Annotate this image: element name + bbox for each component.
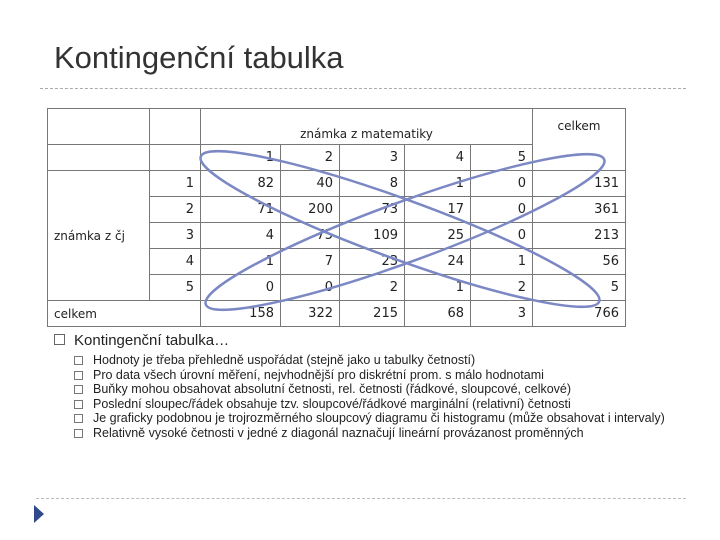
column-total: 322 bbox=[281, 301, 340, 327]
column-label: 1 bbox=[201, 145, 281, 171]
column-label: 3 bbox=[340, 145, 405, 171]
row-label: 3 bbox=[150, 223, 201, 249]
table-cell: 24 bbox=[405, 249, 471, 275]
table-cell: 1 bbox=[201, 249, 281, 275]
corner-cell bbox=[150, 109, 201, 145]
row-total: 213 bbox=[533, 223, 626, 249]
row-axis-label: známka z čj bbox=[48, 171, 150, 301]
list-item bbox=[74, 353, 694, 368]
row-total: 56 bbox=[533, 249, 626, 275]
table-cell: 0 bbox=[281, 275, 340, 301]
column-total: 68 bbox=[405, 301, 471, 327]
table-cell: 0 bbox=[471, 197, 533, 223]
column-total: 158 bbox=[201, 301, 281, 327]
list-item bbox=[74, 411, 694, 426]
row-total: 131 bbox=[533, 171, 626, 197]
column-label: 2 bbox=[281, 145, 340, 171]
total-column-label: celkem bbox=[557, 119, 601, 133]
table-cell: 2 bbox=[340, 275, 405, 301]
list-item bbox=[74, 397, 694, 412]
corner-cell bbox=[48, 145, 150, 171]
list-item-text: Pro data všech úrovní měření, nejvhodnější pro diskrétní prom. s málo hodnotami bbox=[93, 367, 544, 382]
triangle-marker-icon bbox=[34, 505, 44, 523]
table-cell: 109 bbox=[340, 223, 405, 249]
row-total: 5 bbox=[533, 275, 626, 301]
corner-cell bbox=[48, 109, 150, 145]
list-item-text: Relativně vysoké četnosti v jedné z diagonál naznačují lineární provázanost proměnných bbox=[93, 425, 584, 440]
square-bullet-icon bbox=[74, 356, 83, 365]
bullet-main-text: Kontingenční tabulka… bbox=[74, 332, 230, 349]
page-title: Kontingenční tabulka bbox=[54, 40, 344, 75]
divider-bottom bbox=[36, 498, 686, 499]
table-cell: 1 bbox=[405, 275, 471, 301]
table-cell: 1 bbox=[405, 171, 471, 197]
divider-top bbox=[40, 88, 686, 89]
column-total: 215 bbox=[340, 301, 405, 327]
bullet-main-item bbox=[54, 332, 694, 349]
table-cell: 0 bbox=[471, 223, 533, 249]
column-total: 3 bbox=[471, 301, 533, 327]
list-item-text: Je graficky podobnou je trojrozměrného sloupcový diagramu či histogramu (může obsahovat i intervaly) bbox=[93, 411, 665, 425]
corner-cell bbox=[150, 145, 201, 171]
column-axis-header bbox=[201, 109, 533, 145]
table-cell: 71 bbox=[201, 197, 281, 223]
square-bullet-icon bbox=[74, 371, 83, 380]
total-column-header bbox=[533, 109, 626, 171]
table-cell: 75 bbox=[281, 223, 340, 249]
list-item bbox=[74, 426, 694, 441]
table-cell: 0 bbox=[201, 275, 281, 301]
bullet-list bbox=[54, 332, 694, 440]
table-cell: 4 bbox=[201, 223, 281, 249]
table-row bbox=[48, 171, 626, 197]
square-bullet-icon bbox=[54, 334, 65, 345]
table-cell: 40 bbox=[281, 171, 340, 197]
list-item bbox=[74, 368, 694, 383]
list-item bbox=[74, 382, 694, 397]
column-axis-label: známka z matematiky bbox=[300, 127, 433, 141]
column-label: 4 bbox=[405, 145, 471, 171]
sub-bullet-list bbox=[54, 353, 694, 440]
list-item-text: Buňky mohou obsahovat absolutní četnosti, rel. četnosti (řádkové, sloupcové, celkové) bbox=[93, 382, 572, 396]
contingency-table bbox=[47, 108, 626, 327]
table-cell: 17 bbox=[405, 197, 471, 223]
table-cell: 2 bbox=[471, 275, 533, 301]
list-item-text: Hodnoty je třeba přehledně uspořádat (stejně jako u tabulky četností) bbox=[93, 353, 476, 367]
table-cell: 23 bbox=[340, 249, 405, 275]
square-bullet-icon bbox=[74, 400, 83, 409]
square-bullet-icon bbox=[74, 385, 83, 394]
square-bullet-icon bbox=[74, 429, 83, 438]
grand-total: 766 bbox=[533, 301, 626, 327]
table-cell: 73 bbox=[340, 197, 405, 223]
table-cell: 1 bbox=[471, 249, 533, 275]
row-label: 4 bbox=[150, 249, 201, 275]
row-total: 361 bbox=[533, 197, 626, 223]
row-label: 1 bbox=[150, 171, 201, 197]
total-row-label: celkem bbox=[48, 301, 201, 327]
column-label: 5 bbox=[471, 145, 533, 171]
totals-row bbox=[48, 301, 626, 327]
square-bullet-icon bbox=[74, 414, 83, 423]
table-cell: 82 bbox=[201, 171, 281, 197]
row-label: 2 bbox=[150, 197, 201, 223]
table-cell: 25 bbox=[405, 223, 471, 249]
table-cell: 7 bbox=[281, 249, 340, 275]
table-cell: 8 bbox=[340, 171, 405, 197]
row-label: 5 bbox=[150, 275, 201, 301]
list-item-text: Poslední sloupec/řádek obsahuje tzv. sloupcové/řádkové marginální (relativní) četnosti bbox=[93, 396, 571, 411]
table-cell: 0 bbox=[471, 171, 533, 197]
table-cell: 200 bbox=[281, 197, 340, 223]
